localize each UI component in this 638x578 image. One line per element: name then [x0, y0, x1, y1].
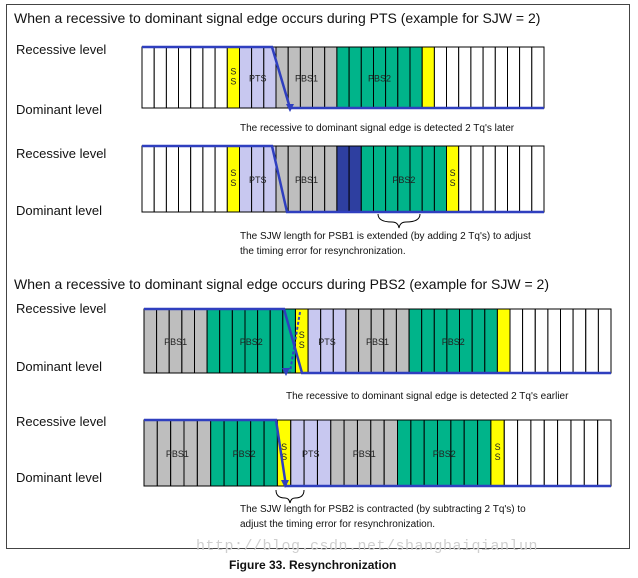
tq-cell-pbs2	[361, 146, 373, 212]
segment-label-ss: S	[494, 452, 501, 462]
tq-cell-idle	[154, 47, 166, 108]
dominant-label-3: Dominant level	[16, 359, 102, 374]
tq-cell-idle	[586, 309, 599, 373]
tq-cell-ext	[337, 146, 349, 212]
tq-cell-idle	[447, 47, 459, 108]
tq-cell-idle	[203, 47, 215, 108]
tq-cell-pbs1	[325, 47, 337, 108]
example3-note: The recessive to dominant signal edge is detected 2 Tq's earlier	[286, 391, 569, 402]
tq-cell-pbs2	[411, 420, 424, 486]
tq-cell-pbs2	[478, 420, 491, 486]
segment-label-ss: S	[449, 168, 456, 178]
example4-note-line1: The SJW length for PSB2 is contracted (by subtracting 2 Tq's) to	[240, 504, 526, 515]
recessive-label-2: Recessive level	[16, 146, 107, 161]
tq-cell-pbs1	[195, 309, 208, 373]
tq-cell-idle	[561, 309, 574, 373]
tq-cell-idle	[510, 309, 523, 373]
tq-cell-idle	[483, 47, 495, 108]
tq-cell-pbs2	[410, 47, 422, 108]
segment-label-ss: S	[281, 452, 288, 462]
recessive-label-1: Recessive level	[16, 42, 107, 57]
example2-note-line2: the timing error for resynchronization.	[240, 246, 406, 257]
tq-cell-pbs1	[144, 420, 157, 486]
tq-cell-pbs2	[220, 309, 233, 373]
tq-cell-idle	[532, 47, 544, 108]
tq-cell-pbs1	[325, 146, 337, 212]
tq-cell-idle	[191, 146, 203, 212]
recessive-label-3: Recessive level	[16, 301, 107, 316]
section1-heading: When a recessive to dominant signal edge occurs during PTS (example for SJW = 2)	[14, 10, 541, 26]
segment-label-pbs1: PBS1	[164, 337, 188, 347]
tq-cell-pbs2	[207, 309, 220, 373]
tq-cell-idle	[495, 47, 507, 108]
tq-cell-idle	[518, 420, 531, 486]
segment-label-pbs2: PBS2	[441, 337, 465, 347]
watermark: http://blog.csdn.net/shanghaiqianlun	[196, 538, 539, 555]
tq-cell-idle	[558, 420, 571, 486]
segment-label-pbs1: PBS1	[352, 449, 376, 459]
tq-cell-idle	[544, 420, 557, 486]
tq-cell-pbs1	[197, 420, 210, 486]
tq-cell-pbs2	[422, 146, 434, 212]
tq-cell-ext	[349, 146, 361, 212]
example2-note-line1: The SJW length for PSB1 is extended (by adding 2 Tq's) to adjust	[240, 231, 531, 242]
tq-cell-idle	[504, 420, 517, 486]
tq-cell-idle	[598, 420, 611, 486]
section2-heading: When a recessive to dominant signal edge occurs during PBS2 (example for SJW = 2)	[14, 276, 549, 292]
tq-cell-idle	[154, 146, 166, 212]
tq-cell-idle	[179, 47, 191, 108]
segment-label-pbs2: PBS2	[232, 449, 256, 459]
tq-cell-idle	[508, 146, 520, 212]
tq-cell-idle	[166, 47, 178, 108]
tq-cell-pbs1	[396, 309, 409, 373]
tq-cell-idle	[142, 146, 154, 212]
tq-cell-idle	[203, 146, 215, 212]
tq-cell-idle	[520, 47, 532, 108]
segment-label-pbs1: PBS1	[294, 175, 319, 185]
tq-cell-pbs1	[331, 420, 344, 486]
tq-cell-pbs2	[349, 47, 361, 108]
tq-cell-idle	[523, 309, 536, 373]
sjw-brace-extend	[378, 214, 420, 228]
segment-label-pbs1: PBS1	[165, 449, 189, 459]
segment-label-ss: S	[230, 76, 237, 87]
segment-label-pbs2: PBS2	[432, 449, 456, 459]
tq-cell-idle	[548, 309, 561, 373]
tq-cell-pbs1	[276, 146, 288, 212]
tq-cell-pbs2	[211, 420, 224, 486]
tq-cell-idle	[191, 47, 203, 108]
tq-cell-idle	[179, 146, 191, 212]
recessive-label-4: Recessive level	[16, 414, 107, 429]
dominant-label-1: Dominant level	[16, 102, 102, 117]
tq-cell-pbs2	[337, 47, 349, 108]
tq-cell-pbs2	[472, 309, 485, 373]
segment-label-ss: S	[449, 178, 456, 188]
tq-cell-pbs2	[398, 420, 411, 486]
tq-cell-pbs2	[422, 309, 435, 373]
segment-label-pts: PTS	[248, 175, 267, 185]
segment-label-ss: S	[281, 442, 288, 452]
tq-cell-ss	[422, 47, 434, 108]
tq-cell-pbs2	[485, 309, 498, 373]
segment-label-ss: S	[494, 442, 501, 452]
tq-cell-pbs2	[374, 146, 386, 212]
segment-label-ss: S	[230, 178, 237, 188]
segment-label-ss: S	[298, 330, 305, 340]
figure-caption: Figure 33. Resynchronization	[229, 558, 397, 572]
segment-label-pts: PTS	[302, 449, 320, 459]
tq-cell-idle	[598, 309, 611, 373]
segment-label-pbs1: PBS1	[294, 73, 319, 84]
tq-cell-pbs1	[384, 420, 397, 486]
segment-label-pts: PTS	[318, 337, 336, 347]
tq-cell-pbs2	[464, 420, 477, 486]
tq-cell-idle	[571, 420, 584, 486]
tq-cell-idle	[215, 146, 227, 212]
tq-cell-idle	[483, 146, 495, 212]
segment-label-pbs2: PBS2	[367, 73, 392, 84]
tq-cell-pbs2	[398, 47, 410, 108]
tq-cell-idle	[508, 47, 520, 108]
tq-cell-idle	[495, 146, 507, 212]
tq-cell-idle	[584, 420, 597, 486]
tq-cell-idle	[531, 420, 544, 486]
tq-cell-idle	[459, 146, 471, 212]
tq-cell-pbs2	[264, 420, 277, 486]
tq-cell-idle	[532, 146, 544, 212]
tq-cell-idle	[166, 146, 178, 212]
tq-cell-idle	[471, 47, 483, 108]
tq-cell-idle	[520, 146, 532, 212]
tq-cell-ss	[497, 309, 510, 373]
segment-label-pbs2: PBS2	[392, 175, 416, 185]
dominant-label-2: Dominant level	[16, 203, 102, 218]
example1-note: The recessive to dominant signal edge is detected 2 Tq's later	[240, 123, 515, 134]
tq-cell-idle	[434, 47, 446, 108]
tq-cell-idle	[471, 146, 483, 212]
segment-label-pbs2: PBS2	[239, 337, 263, 347]
tq-cell-pbs1	[346, 309, 359, 373]
sjw-brace-contract	[276, 490, 304, 503]
tq-cell-pbs1	[144, 309, 157, 373]
tq-cell-idle	[459, 47, 471, 108]
tq-cell-pbs2	[434, 146, 446, 212]
tq-cell-idle	[535, 309, 548, 373]
tq-cell-pbs2	[409, 309, 422, 373]
dominant-label-4: Dominant level	[16, 470, 102, 485]
tq-cell-idle	[215, 47, 227, 108]
tq-cell-idle	[142, 47, 154, 108]
segment-label-pts: PTS	[248, 73, 267, 84]
tq-cell-idle	[573, 309, 586, 373]
segment-label-pbs1: PBS1	[365, 337, 390, 347]
tq-cell-pbs2	[270, 309, 283, 373]
example4-note-line2: adjust the timing error for resynchronization.	[240, 519, 436, 530]
segment-label-ss: S	[298, 340, 305, 350]
segment-label-ss: S	[230, 66, 237, 77]
segment-label-ss: S	[230, 168, 237, 178]
